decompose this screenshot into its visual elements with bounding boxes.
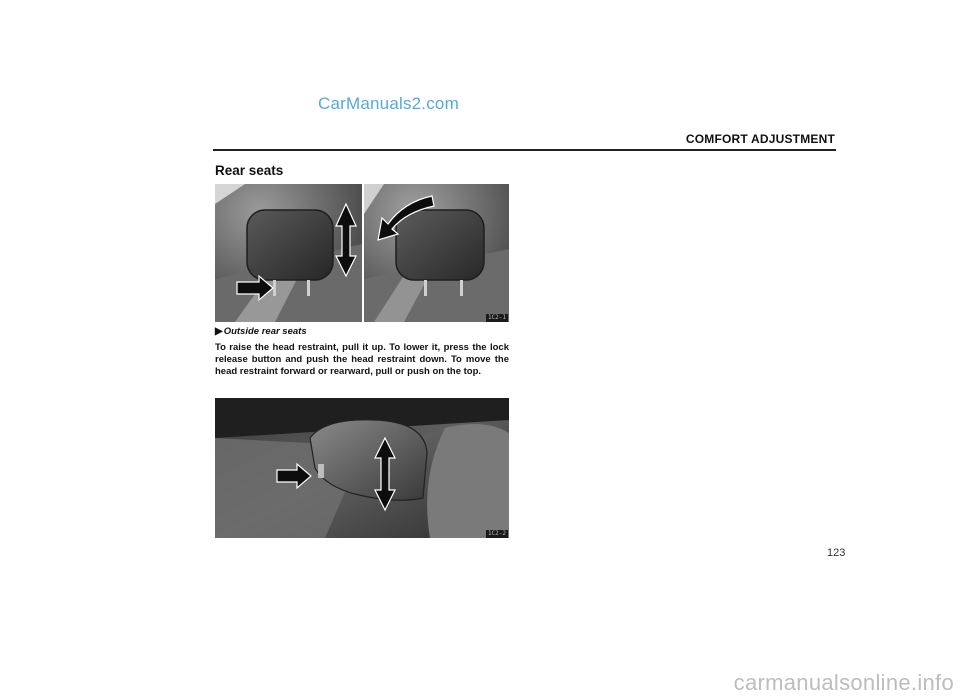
- figure-code: 1C2-1: [487, 314, 506, 321]
- head-restraint-photo-center: [215, 398, 509, 538]
- page-heading: Rear seats: [215, 163, 284, 178]
- figure-code: 1C2-2: [487, 530, 506, 537]
- triangle-marker-icon: ▶: [215, 326, 223, 337]
- body-text: To raise the head restraint, pull it up. To lower it, press the lock release button and push the head restraint down. To move the head restraint forward or rearward, pull or push on the top.: [215, 342, 509, 378]
- section-title: COMFORT ADJUSTMENT: [685, 132, 835, 146]
- header-rule: [213, 149, 836, 151]
- page-number: 123: [827, 547, 846, 559]
- caption: [215, 326, 307, 337]
- head-restraint-photo-raise: [215, 184, 362, 322]
- watermark-top[interactable]: CarManuals2.com: [318, 94, 459, 113]
- caption-text: Outside rear seats: [223, 326, 307, 337]
- head-restraint-photo-tilt: [364, 184, 509, 322]
- watermark-bottom[interactable]: carmanualsonline.info: [733, 670, 954, 695]
